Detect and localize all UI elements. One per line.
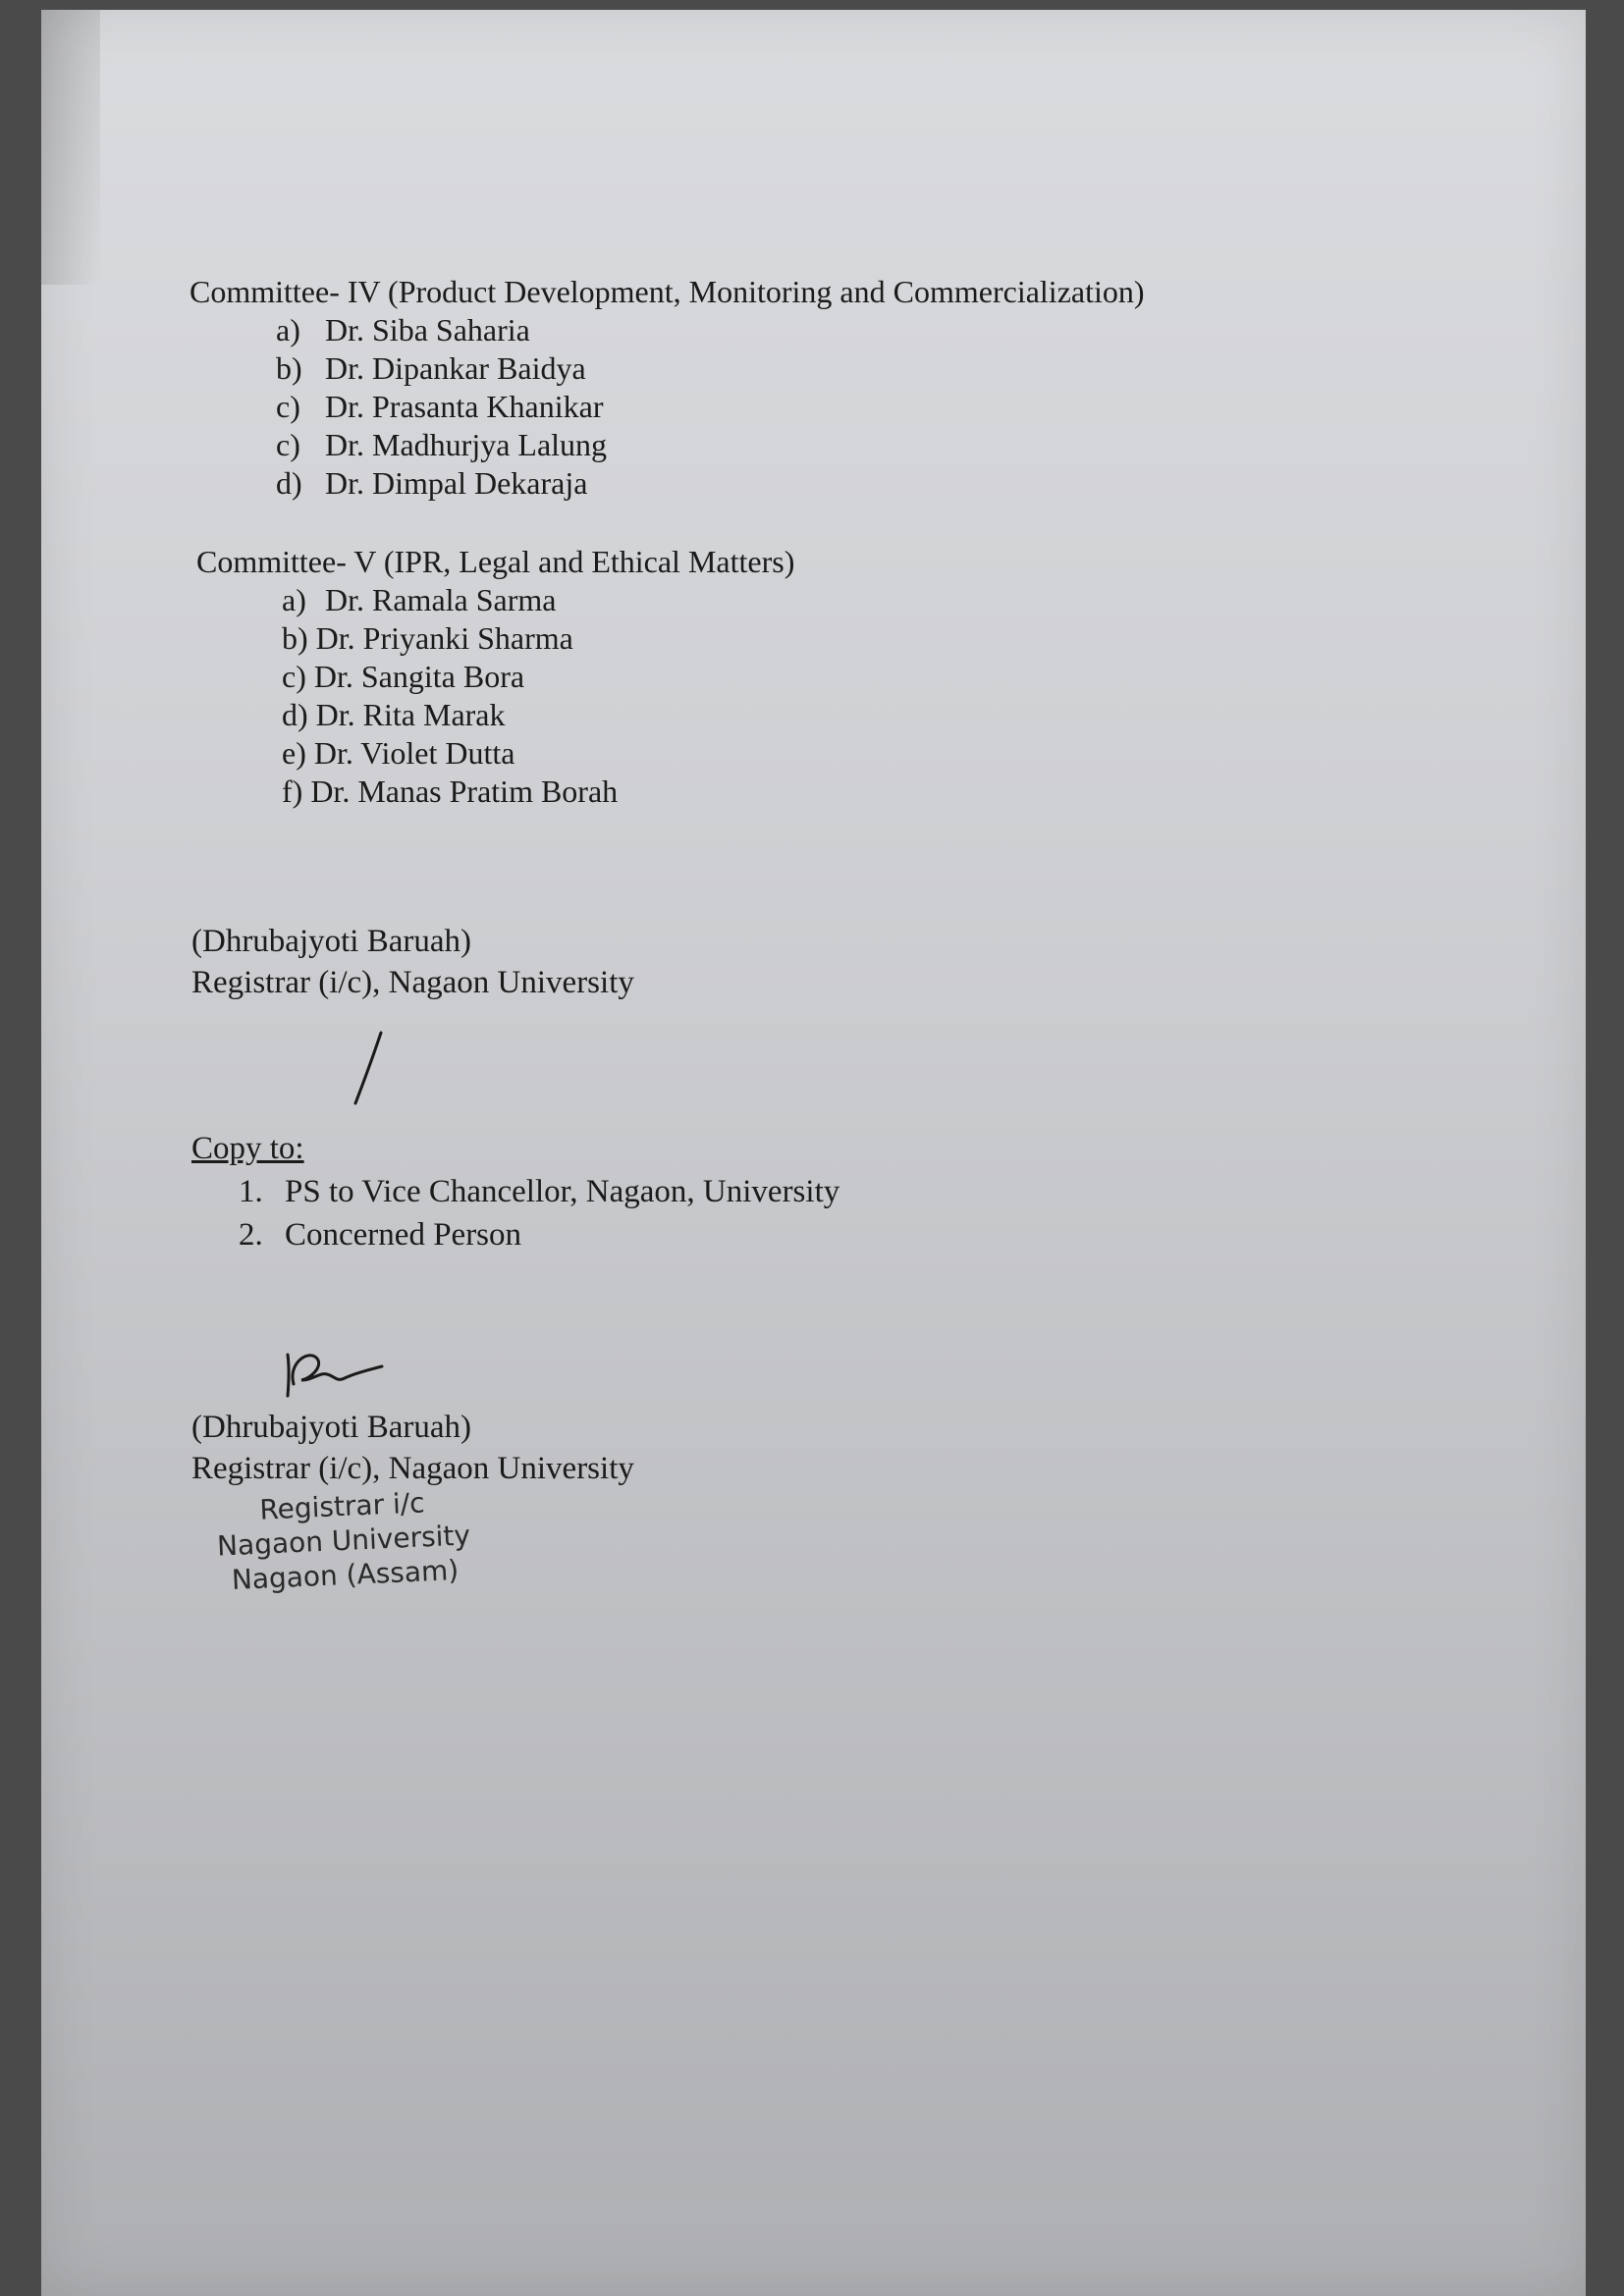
member-name: Dr. Manas Pratim Borah [310, 774, 619, 809]
committee-member [196, 619, 794, 658]
registrar-stamp [199, 1483, 488, 1599]
member-name: Dr. Siba Saharia [325, 312, 530, 347]
member-name: Dr. Rita Marak [315, 697, 506, 732]
signatory-title: Registrar (i/c), Nagaon University [191, 1451, 634, 1486]
member-name: Dr. Dipankar Baidya [325, 350, 586, 386]
member-name: Dr. Violet Dutta [313, 735, 515, 771]
committee-iv-heading: Committee- IV (Product Development, Monitoring and Commercialization) [189, 274, 1145, 309]
member-name: Dr. Prasanta Khanikar [325, 389, 604, 424]
recipient-text: Concerned Person [285, 1217, 522, 1253]
copy-recipient [191, 1170, 839, 1213]
member-name: Dr. Dimpal Dekaraja [325, 465, 588, 501]
list-marker: d) [276, 465, 302, 501]
member-name: Dr. Priyanki Sharma [315, 620, 573, 656]
member-name: Dr. Sangita Bora [313, 659, 525, 694]
copy-recipient [191, 1213, 839, 1256]
recipient-text: PS to Vice Chancellor, Nagaon, University [285, 1174, 840, 1209]
list-marker: d) [282, 697, 308, 732]
committee-iv-section [189, 273, 1145, 503]
committee-member [189, 349, 1145, 388]
signature-block-1 [191, 921, 634, 1003]
member-name: Dr. Madhurjya Lalung [325, 427, 608, 462]
committee-member [196, 734, 794, 773]
member-name: Dr. Ramala Sarma [325, 582, 557, 617]
stamp-line: Registrar i/c [258, 1486, 426, 1526]
committee-member [196, 658, 794, 696]
list-marker: 2. [239, 1217, 263, 1253]
list-marker: b) [276, 350, 302, 386]
list-marker: c) [282, 659, 306, 694]
list-marker: b) [282, 620, 308, 656]
committee-v-section [196, 543, 794, 811]
committee-member [196, 581, 794, 619]
committee-member [196, 696, 794, 734]
signatory-name: (Dhrubajyoti Baruah) [191, 1410, 471, 1445]
signatory-title: Registrar (i/c), Nagaon University [191, 965, 634, 1000]
handwritten-signature [280, 1345, 388, 1404]
copy-to-section [191, 1127, 839, 1256]
copy-to-label: Copy to: [191, 1131, 304, 1166]
stamp-line: Nagaon (Assam) [231, 1553, 460, 1596]
list-marker: a) [276, 312, 300, 347]
list-marker: e) [282, 735, 306, 771]
stamp-line: Nagaon University [216, 1519, 471, 1563]
committee-member [196, 773, 794, 811]
list-marker: a) [282, 582, 306, 617]
list-marker: f) [282, 774, 303, 809]
committee-v-heading: Committee- V (IPR, Legal and Ethical Matters) [196, 544, 795, 579]
signatory-name: (Dhrubajyoti Baruah) [191, 924, 471, 959]
list-marker: 1. [239, 1174, 263, 1209]
signature-block-2 [191, 1407, 634, 1489]
committee-member [189, 464, 1145, 503]
list-marker: c) [276, 427, 300, 462]
committee-member [189, 311, 1145, 349]
list-marker: c) [276, 389, 300, 424]
committee-member [189, 426, 1145, 464]
committee-member [189, 388, 1145, 426]
page-shadow [41, 10, 100, 285]
pen-stroke-mark [344, 1029, 393, 1107]
